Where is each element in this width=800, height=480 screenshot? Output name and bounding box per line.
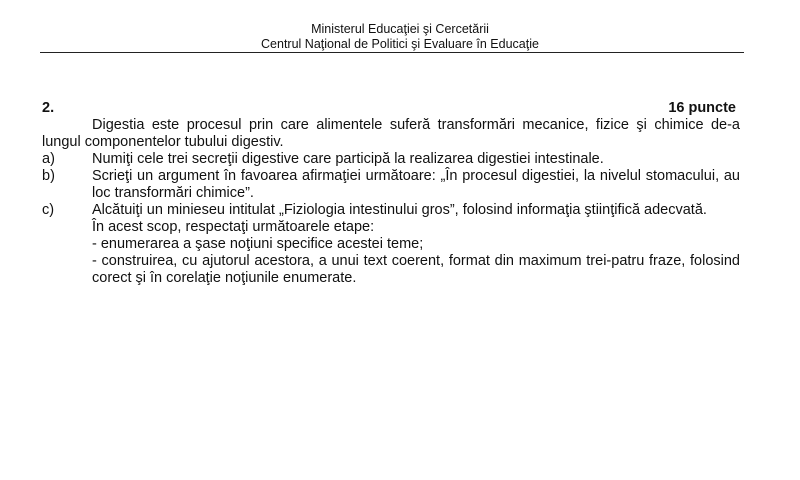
- item-a: [42, 151, 740, 168]
- item-a-text: Numiţi cele trei secreţii digestive care participă la realizarea digestiei intestinale.: [92, 151, 604, 167]
- document-header: [0, 22, 800, 52]
- question-body: [42, 117, 740, 287]
- question-intro: Digestia este procesul prin care alimentele suferă transformări mecanice, fizice şi chimice de-a lungul componentelor tubului digestiv.: [42, 117, 740, 150]
- header-divider: [40, 52, 744, 53]
- ministry-name: Ministerul Educaţiei şi Cercetării: [311, 22, 489, 36]
- item-b: [42, 168, 740, 202]
- item-c-letter: c): [42, 202, 55, 218]
- step-1: - enumerarea a şase noţiuni specifice acestei teme;: [92, 236, 424, 252]
- step-2: - construirea, cu ajutorul acestora, a unui text coerent, format din maximum trei-patru fraze, folosind corect şi în corelaţie noţiunile enumerate.: [92, 253, 740, 286]
- center-name: Centrul Naţional de Politici şi Evaluare în Educaţie: [261, 37, 539, 51]
- item-b-letter: b): [42, 168, 55, 184]
- item-c-text: Alcătuiţi un minieseu intitulat „Fiziologia intestinului gros”, folosind informaţia ştiinţifică adecvată.: [92, 202, 707, 218]
- item-c: [42, 202, 740, 219]
- item-a-letter: a): [42, 151, 55, 167]
- question-points: 16 puncte: [668, 100, 736, 116]
- item-b-text: Scrieţi un argument în favoarea afirmaţiei următoare: „În procesul digestiei, la nivelul stomacului, au loc transformări chimice”.: [92, 168, 740, 201]
- steps-intro: În acest scop, respectaţi următoarele etape:: [92, 219, 375, 235]
- question-number: 2.: [42, 100, 55, 116]
